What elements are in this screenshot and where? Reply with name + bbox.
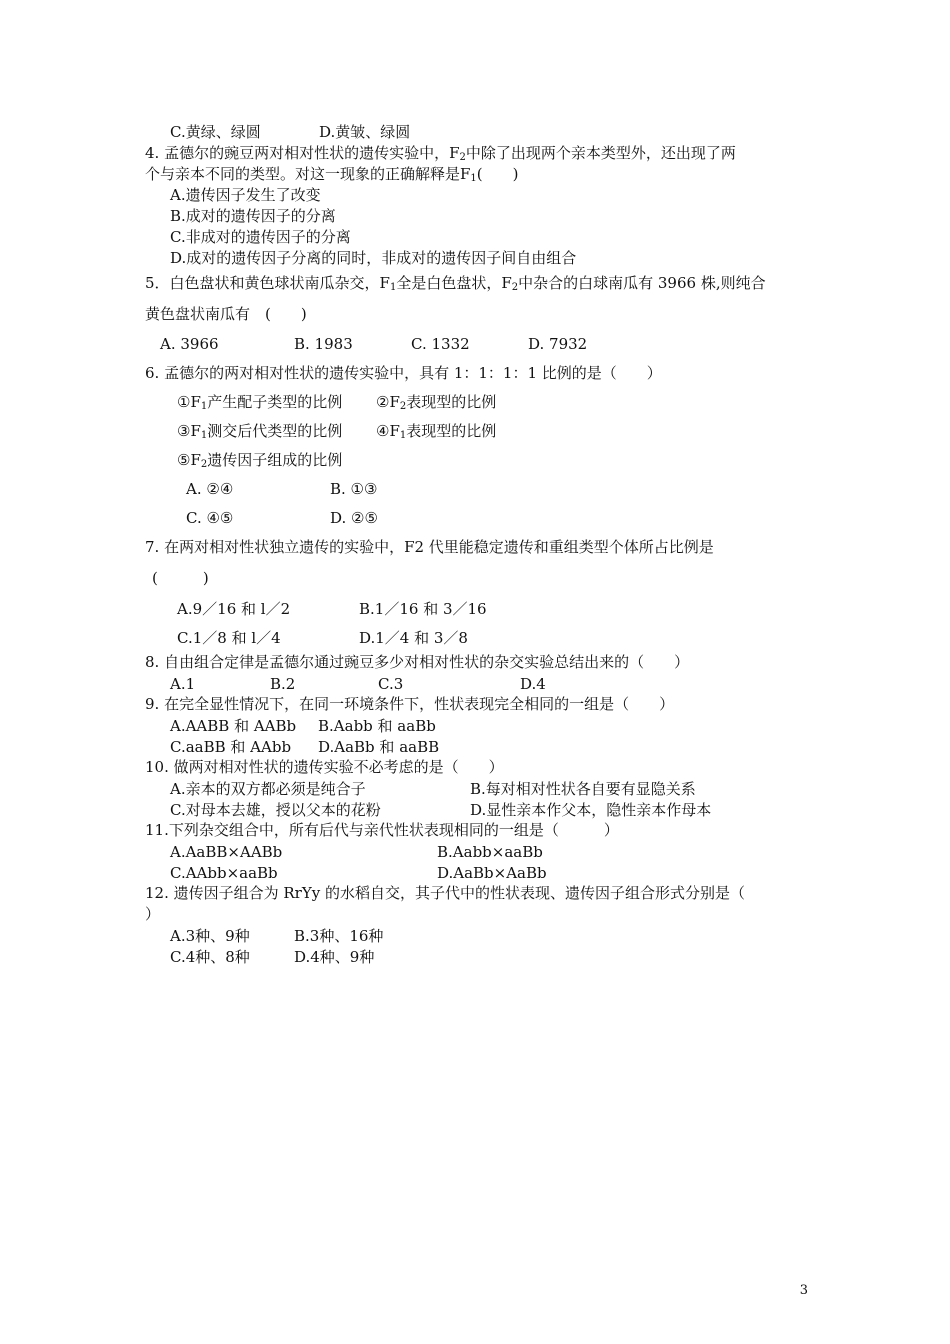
q6-option-b: B. ①③	[330, 480, 378, 498]
q10-option-b: B.每对相对性状各自要有显隐关系	[470, 780, 696, 798]
q7-option-d: D.1／4 和 3／8	[359, 629, 468, 647]
q11-option-c: C.AAbb×aaBb	[170, 864, 278, 882]
q6-statement-4: $④F_1$表现型的比例	[376, 422, 497, 441]
q8-option-d: D.4	[520, 675, 546, 693]
q5-stem-line1: 5．白色盘状和黄色球状南瓜杂交，$F_1$全是白色盘状，$F_2$中杂合的白球南瓜有 3966 株,则纯合	[145, 274, 766, 293]
q6-stem: 6. 孟德尔的两对相对性状的遗传实验中，具有 1：1：1：1 比例的是（ ）	[145, 364, 662, 382]
q9-option-b: B.Aabb 和 aaBb	[318, 717, 436, 735]
q6-option-a: A. ②④	[186, 480, 234, 498]
q6-statement-5: $⑤F_2$遗传因子组成的比例	[177, 451, 343, 470]
q7-option-a: A.9／16 和 l／2	[177, 600, 291, 618]
page-number: 3	[799, 1283, 808, 1298]
q4-option-b: B.成对的遗传因子的分离	[170, 207, 336, 225]
q4-option-d: D.成对的遗传因子分离的同时，非成对的遗传因子间自由组合	[170, 249, 577, 267]
q11-stem: 11.下列杂交组合中，所有后代与亲代性状表现相同的一组是（ ）	[145, 821, 619, 839]
q4-stem-line2: 个与亲本不同的类型。对这一现象的正确解释是$F_1$( )	[145, 165, 519, 184]
q12-option-d: D.4种、9种	[294, 948, 375, 966]
q11-option-a: A.AaBB×AABb	[170, 843, 283, 861]
q10-option-a: A.亲本的双方都必须是纯合子	[170, 780, 366, 798]
q12-option-c: C.4种、8种	[170, 948, 250, 966]
q6-option-c: C. ④⑤	[186, 509, 234, 527]
q9-option-d: D.AaBb 和 aaBB	[318, 738, 440, 756]
q6-statement-3: $③F_1$测交后代类型的比例	[177, 422, 343, 441]
q4-option-c: C.非成对的遗传因子的分离	[170, 228, 351, 246]
q6-statement-1: $①F_1$产生配子类型的比例	[177, 393, 343, 412]
q9-stem: 9. 在完全显性情况下，在同一环境条件下，性状表现完全相同的一组是（ ）	[145, 695, 675, 713]
q7-option-b: B.1／16 和 3／16	[359, 600, 487, 618]
q5-option-d: D. 7932	[528, 335, 588, 353]
q12-answer-paren: ）	[145, 905, 161, 923]
q10-option-c: C.对母本去雄，授以父本的花粉	[170, 801, 381, 819]
q12-stem: 12. 遗传因子组合为 RrYy 的水稻自交，其子代中的性状表现、遗传因子组合形式分别是（	[145, 884, 746, 902]
q7-answer-paren: ( )	[152, 569, 209, 587]
q4-stem-line1: 4. 孟德尔的豌豆两对相对性状的遗传实验中，$F_2$中除了出现两个亲本类型外，还出现了两	[145, 144, 736, 163]
q10-option-d: D.显性亲本作父本，隐性亲本作母本	[470, 801, 712, 819]
q5-stem-line2: 黄色盘状南瓜有 ( )	[145, 305, 307, 323]
q4-option-a: A.遗传因子发生了改变	[170, 186, 321, 204]
q12-option-b: B.3种、16种	[294, 927, 384, 945]
q7-option-c: C.1／8 和 l／4	[177, 629, 281, 647]
q3-option-c: C.黄绿、绿圆	[170, 123, 261, 141]
q8-stem: 8. 自由组合定律是孟德尔通过豌豆多少对相对性状的杂交实验总结出来的（ ）	[145, 653, 690, 671]
q8-option-b: B.2	[270, 675, 296, 693]
q5-option-c: C. 1332	[411, 335, 470, 353]
q8-option-a: A.1	[170, 675, 196, 693]
q5-option-a: A. 3966	[160, 335, 219, 353]
q11-option-b: B.Aabb×aaBb	[437, 843, 543, 861]
q9-option-a: A.AABB 和 AABb	[170, 717, 297, 735]
q7-stem: 7. 在两对相对性状独立遗传的实验中，F2 代里能稳定遗传和重组类型个体所占比例是	[145, 538, 714, 556]
q11-option-d: D.AaBb×AaBb	[437, 864, 547, 882]
q5-option-b: B. 1983	[294, 335, 353, 353]
q9-option-c: C.aaBB 和 AAbb	[170, 738, 292, 756]
q8-option-c: C.3	[378, 675, 404, 693]
q3-option-d: D.黄皱、绿圆	[319, 123, 411, 141]
q6-statement-2: $②F_2$表现型的比例	[376, 393, 497, 412]
q6-option-d: D. ②⑤	[330, 509, 378, 527]
q12-option-a: A.3种、9种	[170, 927, 250, 945]
q10-stem: 10. 做两对相对性状的遗传实验不必考虑的是（ ）	[145, 758, 504, 776]
